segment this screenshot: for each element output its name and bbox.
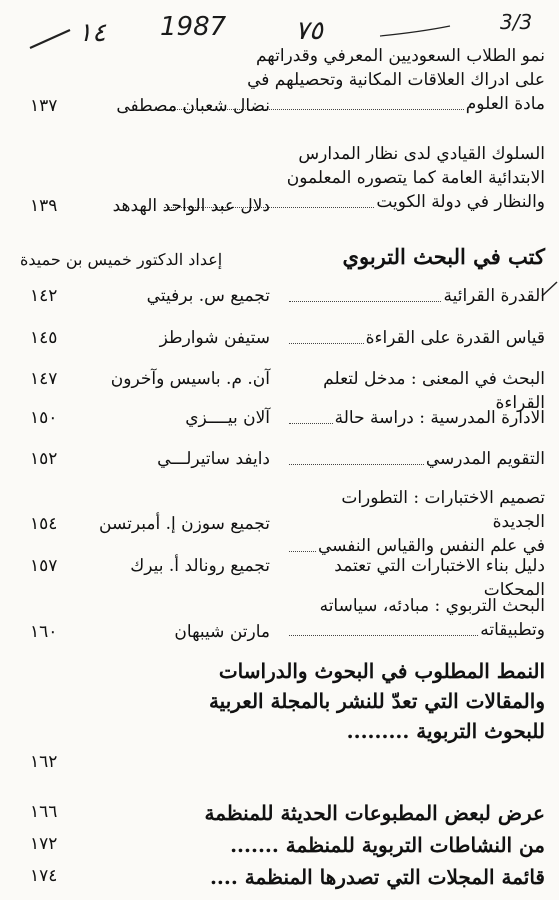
- book-page: ١٤٧: [30, 369, 58, 389]
- bold-entry-page: ١٧٢: [30, 834, 58, 854]
- book-page: ١٤٢: [30, 286, 58, 306]
- book-entry: القدرة القرائية تجميع س. برفيتي ١٤٢: [30, 286, 545, 306]
- book-page: ١٥٧: [30, 556, 58, 576]
- book-author: تجميع س. برفيتي: [146, 286, 270, 306]
- handwritten-number: ٧٥: [295, 16, 323, 46]
- book-entry: الادارة المدرسية : دراسة حالة آلان بيــــزي ١٥٠: [30, 408, 545, 428]
- book-page: ١٤٥: [30, 328, 58, 348]
- section-prepared-by: إعداد الدكتور خميس بن حميدة: [20, 250, 223, 269]
- book-entry: التقويم المدرسي دايفد ساتيرلـــي ١٥٢: [30, 449, 545, 469]
- book-page: ١٥٤: [30, 514, 58, 534]
- bold-entry-page: ١٦٢: [30, 752, 58, 772]
- bold-toc-entry: النمط المطلوب في البحوث والدراسات والمقالات التي تعدّ للنشر بالمجلة العربية للبحوث التربوية .........: [208, 659, 545, 743]
- entry-title: السلوك القيادي لدى نظار المدارس الابتدائية العامة كما يتصوره المعلمون والنظار في دولة الكويت: [160, 142, 545, 214]
- bold-toc-entry: من النشاطات التربوية للمنظمة .......: [230, 833, 545, 857]
- book-author: آن. م. باسيس وآخرون: [110, 369, 270, 389]
- handwritten-year: 1987: [160, 12, 227, 42]
- book-entry: البحث في المعنى : مدخل لتعلم القراءة آن. م. باسيس وآخرون ١٤٧: [30, 369, 545, 413]
- entry-author: نضال شعبان مصطفى: [116, 96, 270, 116]
- section-heading: كتب في البحث التربوي: [342, 244, 545, 269]
- entry-title: نمو الطلاب السعوديين المعرفي وقدراتهم على ادراك العلاقات المكانية وتحصيلهم في مادة العلوم: [160, 44, 545, 116]
- book-entry: تصميم الاختبارات : التطورات الجديدة في علم النفس والقياس النفسي تجميع سوزن إ. أمبرتسن ١٥٤: [30, 488, 545, 556]
- book-entry: قياس القدرة على القراءة ستيفن شوارطز ١٤٥: [30, 328, 545, 348]
- bold-entry-page: ١٧٤: [30, 866, 58, 886]
- book-author: ستيفن شوارطز: [159, 328, 270, 348]
- book-author: تجميع رونالد أ. بيرك: [130, 556, 270, 576]
- book-author: آلان بيــــزي: [185, 408, 270, 428]
- book-author: مارتن شيبهان: [174, 622, 270, 642]
- toc-entry: [0, 142, 559, 222]
- toc-entry: [0, 44, 559, 124]
- entry-author: دلال عبد الواحد الهدهد: [112, 196, 270, 216]
- book-page: ١٦٠: [30, 622, 58, 642]
- book-page: ١٥٠: [30, 408, 58, 428]
- bold-toc-entry: قائمة المجلات التي تصدرها المنظمة ....: [209, 865, 545, 889]
- book-author: دايفد ساتيرلـــي: [157, 449, 270, 469]
- handwritten-left-number: ١٤: [78, 18, 106, 48]
- book-author: تجميع سوزن إ. أمبرتسن: [99, 514, 270, 534]
- bold-toc-entry: عرض لبعض المطبوعات الحديثة للمنظمة: [204, 801, 545, 825]
- handwritten-date: 3/3: [500, 10, 533, 34]
- entry-page: ١٣٧: [30, 96, 58, 116]
- entry-page: ١٣٩: [30, 196, 58, 216]
- book-page: ١٥٢: [30, 449, 58, 469]
- book-entry: البحث التربوي : مبادئه، سياساته وتطبيقاته مارتن شيبهان ١٦٠: [30, 596, 545, 642]
- bold-entry-page: ١٦٦: [30, 802, 58, 822]
- book-entry: دليل بناء الاختبارات التي تعتمد المحكات تجميع رونالد أ. بيرك ١٥٧: [30, 556, 545, 600]
